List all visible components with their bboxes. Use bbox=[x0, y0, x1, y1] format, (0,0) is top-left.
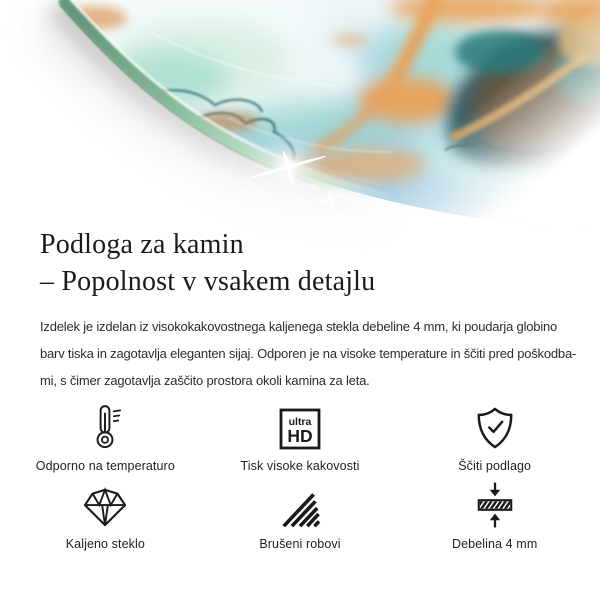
feature-protection bbox=[397, 404, 592, 474]
product-description bbox=[40, 313, 600, 394]
description-line: barv tiska in zagotavlja eleganten sijaj. Odporen je na visoke temperature in ščiti pred poškodba- bbox=[40, 346, 577, 361]
diamond-icon bbox=[80, 482, 130, 528]
feature-label: Debelina 4 mm bbox=[451, 537, 538, 551]
shield-check-icon bbox=[474, 404, 516, 450]
thickness-icon bbox=[474, 482, 516, 528]
feature-thickness bbox=[397, 482, 592, 552]
product-image bbox=[0, 0, 600, 250]
page-title-line1: Podloga za kamin bbox=[40, 229, 244, 260]
feature-label: Brušeni robovi bbox=[259, 537, 341, 551]
page-title-line2: – Popolnost v vsakem detajlu bbox=[40, 266, 376, 297]
description-line: mi, s čimer zagotavlja zaščito prostora okoli kamina za leta. bbox=[40, 373, 370, 388]
ultra-hd-icon bbox=[279, 404, 321, 450]
thermometer-icon bbox=[87, 404, 123, 450]
beveled-edges-icon bbox=[278, 482, 322, 528]
feature-polished-edges bbox=[203, 482, 398, 552]
feature-print-quality bbox=[203, 404, 398, 474]
page-title bbox=[40, 226, 600, 300]
feature-label: Ščiti podlago bbox=[458, 459, 532, 473]
ultra-hd-icon-text-top: ultra bbox=[288, 416, 312, 428]
description-line: Izdelek je izdelan iz visokokakovostnega kaljenega stekla debeline 4 mm, ki poudarja globino bbox=[40, 319, 558, 334]
feature-label: Kaljeno steklo bbox=[65, 537, 145, 551]
feature-label: Tisk visoke kakovosti bbox=[240, 459, 360, 473]
feature-tempered-glass bbox=[8, 482, 203, 552]
feature-temperature bbox=[8, 404, 203, 474]
product-description-section bbox=[0, 226, 600, 552]
feature-label: Odporno na temperaturo bbox=[35, 459, 175, 473]
ultra-hd-icon-text-bottom: HD bbox=[287, 426, 313, 446]
feature-grid bbox=[8, 404, 592, 552]
